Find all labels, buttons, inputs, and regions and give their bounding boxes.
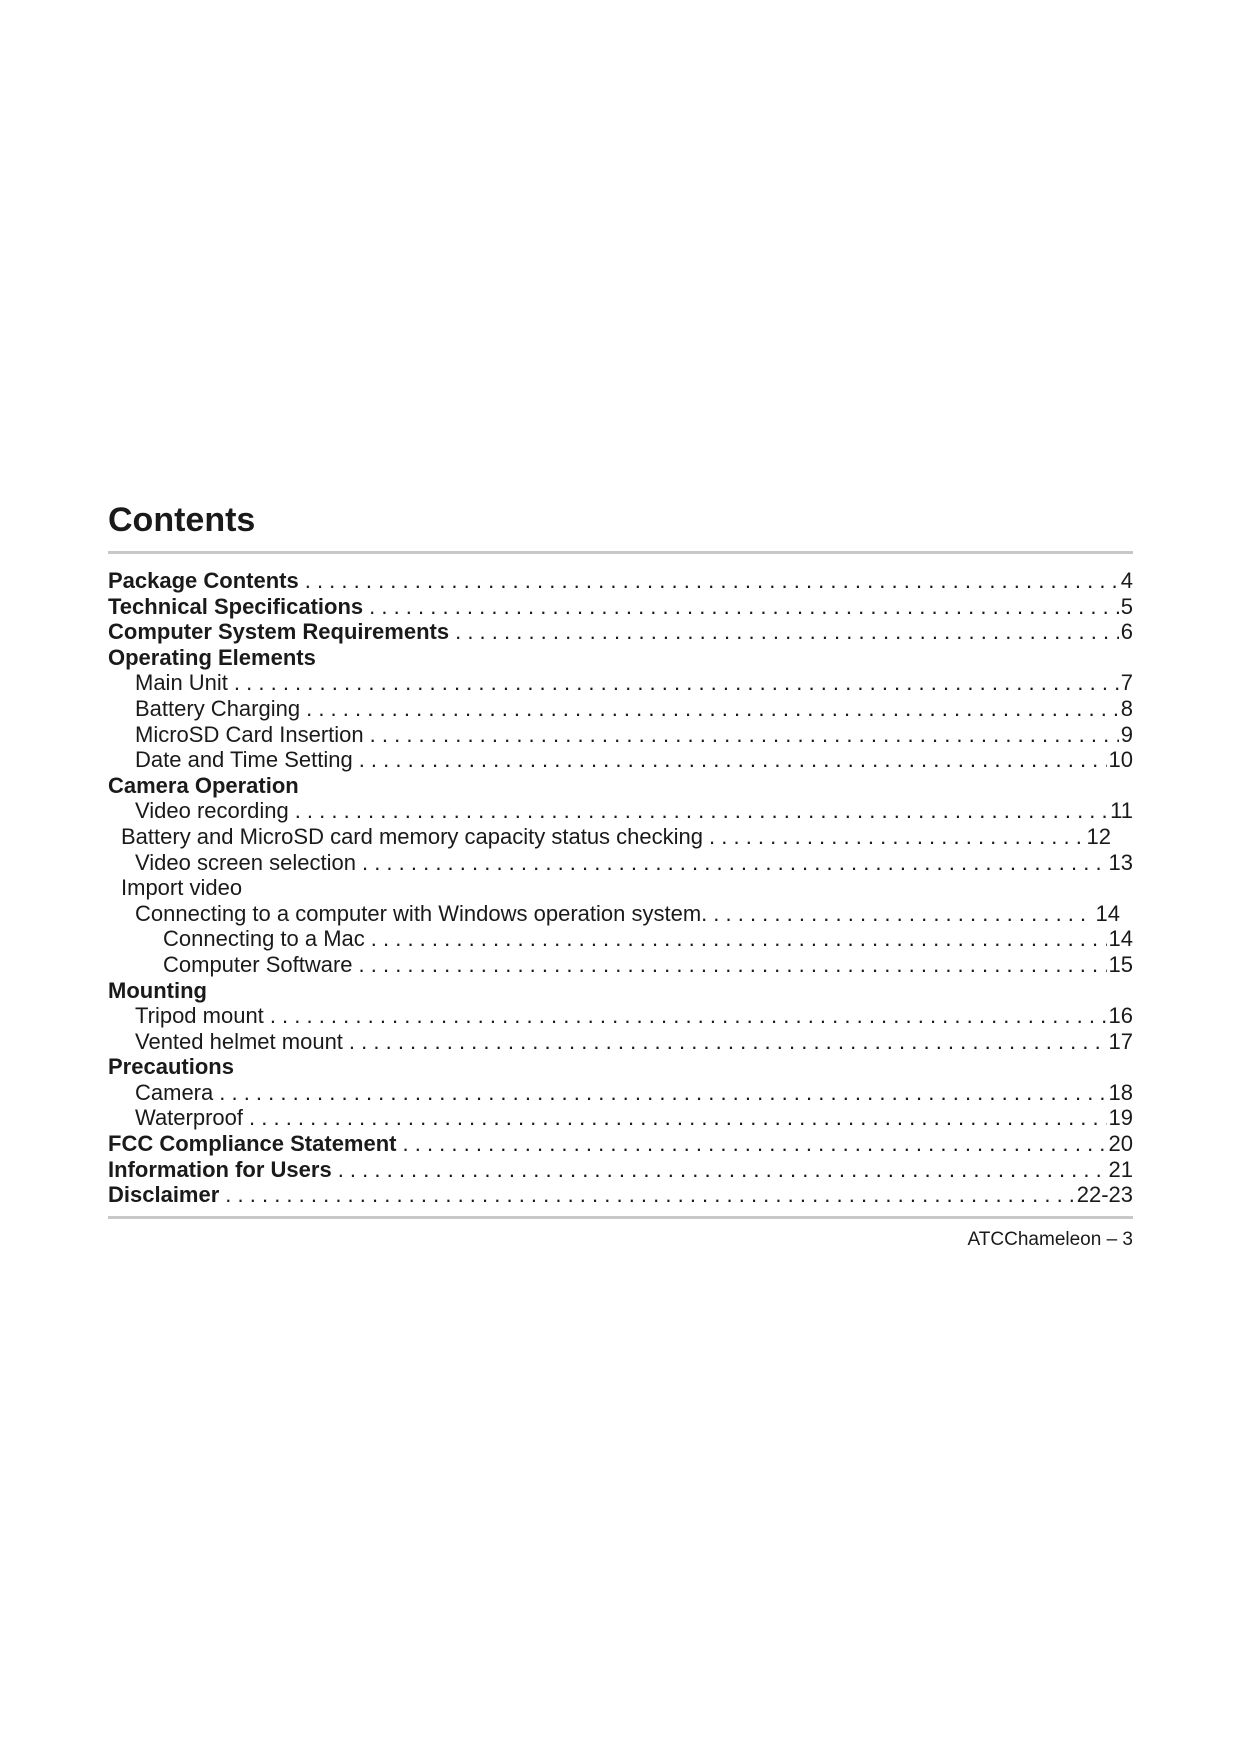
toc-entry[interactable] — [108, 568, 1133, 594]
dot-leader — [306, 696, 1119, 722]
dot-leader — [359, 747, 1107, 773]
dot-leader — [369, 594, 1119, 620]
dot-leader — [370, 722, 1119, 748]
dot-leader — [225, 1182, 1074, 1208]
toc-entry-label: Package Contents — [108, 568, 299, 593]
toc-entry[interactable] — [108, 824, 1111, 850]
toc-entry[interactable] — [108, 619, 1133, 645]
toc-entry[interactable] — [108, 1029, 1133, 1055]
bottom-divider — [108, 1216, 1133, 1219]
toc-entry[interactable] — [108, 747, 1133, 773]
dot-leader — [219, 1080, 1106, 1106]
toc-entry-page: 17 — [1108, 1028, 1133, 1054]
toc-entry-page: 20 — [1108, 1131, 1133, 1157]
toc-section-heading — [108, 1054, 1133, 1080]
dot-leader — [295, 798, 1108, 824]
toc-entry[interactable] — [108, 1105, 1133, 1131]
toc-entry-label: Vented helmet mount — [135, 1028, 343, 1054]
toc-section-heading — [108, 645, 1133, 671]
toc-entry[interactable] — [108, 926, 1133, 952]
toc-entry-page: 10 — [1108, 747, 1133, 773]
toc-entry[interactable] — [108, 722, 1133, 748]
dot-leader — [305, 568, 1119, 594]
toc-entry-page: 11 — [1110, 798, 1133, 824]
toc-entry-label: Computer Software — [163, 951, 353, 977]
toc-entry-label: Camera Operation — [108, 772, 299, 798]
toc-entry[interactable] — [108, 850, 1133, 876]
toc-entry-label: Main Unit — [135, 670, 228, 696]
page-title: Contents — [108, 501, 256, 539]
toc-entry-label: MicroSD Card Insertion — [135, 721, 364, 747]
toc-entry[interactable] — [108, 1003, 1133, 1029]
toc-entry[interactable] — [108, 798, 1133, 824]
toc-entry-label: Computer System Requirements — [108, 619, 450, 645]
toc-entry-label: Mounting — [108, 977, 207, 1003]
toc-entry[interactable] — [108, 901, 1120, 927]
dot-leader — [371, 926, 1107, 952]
toc-entry-label: Waterproof — [135, 1105, 244, 1131]
dot-leader — [249, 1105, 1107, 1131]
dot-leader — [455, 619, 1119, 645]
toc-entry-label: Date and Time Setting — [135, 747, 353, 773]
toc-entry[interactable] — [108, 1131, 1133, 1157]
toc-entry-label: Precautions — [108, 1054, 234, 1080]
toc-entry-label: Camera — [135, 1079, 214, 1105]
toc-entry-page: 22-23 — [1076, 1182, 1133, 1208]
dot-leader — [270, 1003, 1107, 1029]
toc-entry-label: Battery Charging — [135, 695, 301, 721]
toc-entry-page: 8 — [1120, 695, 1133, 721]
toc-entry[interactable] — [108, 594, 1133, 620]
toc-entry-label: Information for Users — [108, 1156, 332, 1182]
dot-leader — [362, 850, 1107, 876]
toc-entry-page: 15 — [1108, 951, 1133, 977]
toc-entry-page: 14 — [1095, 900, 1120, 926]
toc-list — [108, 568, 1133, 1208]
toc-entry-page: 14 — [1108, 926, 1133, 952]
dot-leader — [713, 901, 1093, 927]
toc-entry[interactable] — [108, 1080, 1133, 1106]
dot-leader — [709, 824, 1085, 850]
toc-entry-page: 18 — [1108, 1079, 1133, 1105]
table-of-contents-page — [108, 500, 1133, 1251]
toc-entry-page: 12 — [1086, 823, 1111, 849]
toc-entry[interactable] — [108, 1157, 1133, 1183]
toc-entry-page: 6 — [1120, 619, 1133, 645]
page-footer: ATCChameleon – 3 — [967, 1228, 1133, 1250]
toc-subsection-heading — [108, 875, 1133, 901]
toc-entry[interactable] — [108, 696, 1133, 722]
toc-entry-label: Import video — [121, 875, 243, 901]
toc-entry-label: Connecting to a Mac — [163, 926, 365, 952]
top-divider — [108, 551, 1133, 554]
dot-leader — [359, 952, 1107, 978]
toc-entry-page: 21 — [1108, 1156, 1133, 1182]
toc-entry-label: Tripod mount — [135, 1003, 264, 1029]
toc-entry-page: 16 — [1108, 1003, 1133, 1029]
toc-entry-label: Disclaimer — [108, 1182, 220, 1208]
toc-entry-page: 19 — [1108, 1105, 1133, 1131]
toc-entry-page: 7 — [1120, 670, 1133, 696]
dot-leader — [349, 1029, 1107, 1055]
toc-entry[interactable] — [108, 952, 1133, 978]
toc-entry[interactable] — [108, 670, 1133, 696]
dot-leader — [234, 670, 1119, 696]
toc-section-heading — [108, 978, 1133, 1004]
toc-entry-label: Connecting to a computer with Windows operation system. — [135, 900, 708, 926]
toc-entry-page: 13 — [1108, 849, 1133, 875]
dot-leader — [338, 1157, 1107, 1183]
toc-entry-label: Operating Elements — [108, 644, 316, 670]
toc-entry-label: Technical Specifications — [108, 593, 364, 619]
toc-entry-page: 9 — [1120, 721, 1133, 747]
toc-section-heading — [108, 773, 1133, 799]
dot-leader — [403, 1131, 1107, 1157]
toc-entry[interactable] — [108, 1182, 1133, 1208]
toc-entry-label: Video recording — [135, 798, 289, 824]
toc-entry-page: 4 — [1120, 568, 1133, 593]
toc-entry-label: Battery and MicroSD card memory capacity status checking — [121, 823, 704, 849]
toc-entry-page: 5 — [1120, 593, 1133, 619]
toc-entry-label: Video screen selection — [135, 849, 356, 875]
toc-entry-label: FCC Compliance Statement — [108, 1131, 397, 1157]
